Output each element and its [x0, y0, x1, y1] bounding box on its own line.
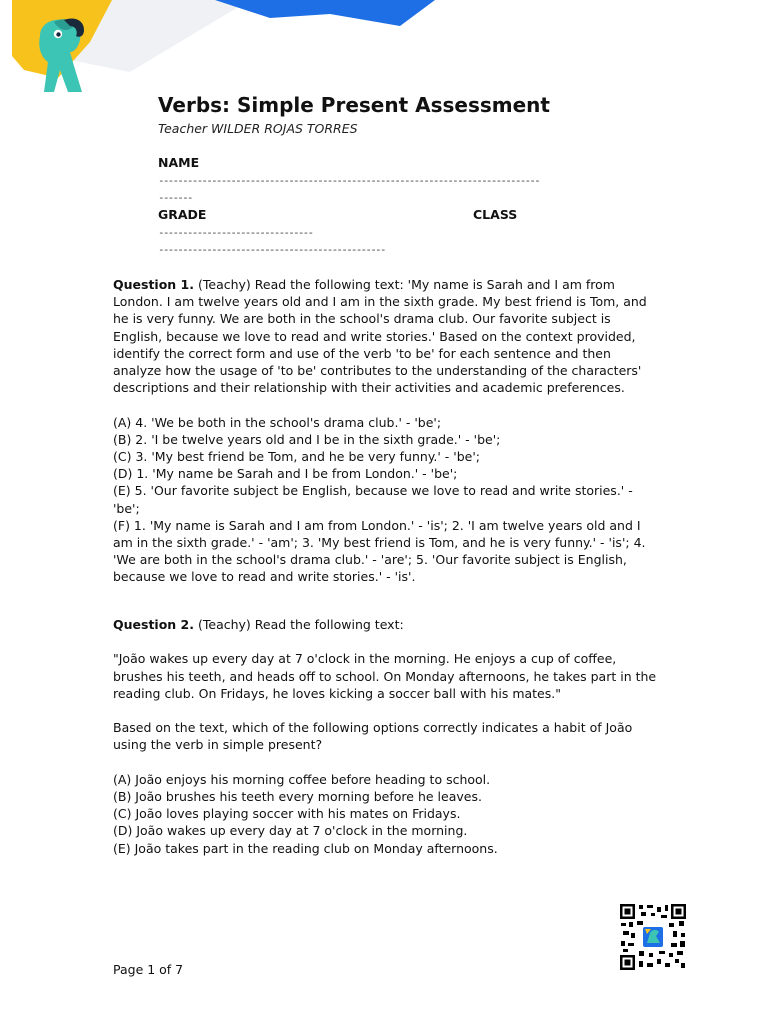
question-2-passage: "João wakes up every day at 7 o'clock in the morning. He enjoys a cup of coffee, brushes his teeth, and heads off to school. On Monday afternoons, he takes part in the reading club. On Fridays, he loves kicking a soccer ball with his mates.": [113, 651, 657, 701]
qr-code-icon[interactable]: [619, 903, 687, 971]
question-1-option-a[interactable]: (A) 4. 'We be both in the school's drama club.' - 'be';: [113, 414, 442, 430]
page-number: Page 1 of 7: [113, 962, 184, 977]
question-2-option-b[interactable]: (B) João brushes his teeth every morning before he leaves.: [113, 788, 482, 804]
question-1-text: [113, 276, 658, 396]
question-1-intro: (Teachy) Read the following text: 'My name is Sarah and I am from London. I am twelve years old and I am in the sixth grade. My best friend is Tom, and he is very funny. We are both in the school's drama club. Our favorite subject is English, because we love to read and write stories.' Based on the context provided, identify the correct form and use of the verb 'to be' for each sentence and then analyze how the usage of 'to be' contributes to the understanding of the characters' descriptions and their relationship with their activities and academic preferences.: [113, 277, 647, 396]
name-label: NAME: [158, 155, 200, 170]
grade-label: GRADE: [158, 207, 207, 222]
question-2-option-a[interactable]: (A) João enjoys his morning coffee before heading to school.: [113, 771, 491, 787]
question-1-option-d[interactable]: (D) 1. 'My name be Sarah and I be from London.' - 'be';: [113, 466, 458, 482]
question-2-prompt: Based on the text, which of the following options correctly indicates a habit of João using the verb in simple present?: [113, 720, 633, 753]
question-1-option-c[interactable]: (C) 3. 'My best friend be Tom, and he be very funny.' - 'be';: [113, 449, 481, 465]
question-2-option-c[interactable]: (C) João loves playing soccer with his mates on Fridays.: [113, 806, 461, 822]
class-label: CLASS: [473, 207, 518, 222]
grade-field-line[interactable]: --------------------------------: [158, 226, 313, 239]
question-1-option-e[interactable]: (E) 5. 'Our favorite subject be English, because we love to read and write stories.' - 'be';: [113, 483, 633, 516]
question-2-text: [113, 616, 658, 633]
question-2-label: Question 2.: [113, 617, 194, 632]
question-1-option-b[interactable]: (B) 2. 'I be twelve years old and I be in the sixth grade.' - 'be';: [113, 431, 501, 447]
name-field-line-continued[interactable]: -------: [158, 191, 192, 204]
question-2: [113, 616, 658, 857]
teacher-name: Teacher WILDER ROJAS TORRES: [158, 121, 358, 136]
page-title: Verbs: Simple Present Assessment: [158, 93, 550, 117]
class-field-line[interactable]: -----------------------------------------------: [158, 243, 385, 256]
question-1-label: Question 1.: [113, 277, 194, 292]
question-2-option-e[interactable]: (E) João takes part in the reading club on Monday afternoons.: [113, 840, 498, 856]
question-1-option-f[interactable]: (F) 1. 'My name is Sarah and I am from London.' - 'is'; 2. 'I am twelve years old and I am in the sixth grade.' - 'am'; 3. 'My best friend is Tom, and he is very funny.' - 'is'; 4. 'We are both in the school's drama club.' - 'are'; 5. 'Our favorite subject is English, because we love to read and write stories.' - 'is'.: [113, 517, 646, 585]
question-2-option-d[interactable]: (D) João wakes up every day at 7 o'clock in the morning.: [113, 823, 468, 839]
name-field-line[interactable]: -------------------------------------------------------------------------------: [158, 174, 539, 187]
question-1: [113, 276, 658, 586]
question-2-intro: (Teachy) Read the following text:: [197, 617, 404, 632]
